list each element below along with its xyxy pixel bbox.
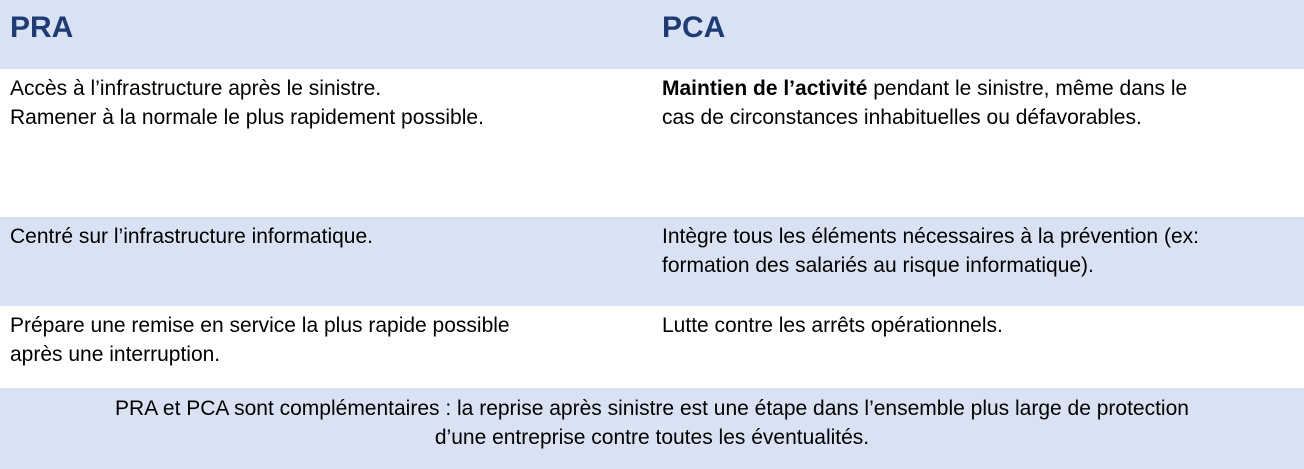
row3-pra-cell [10,311,640,369]
row2-pca-line2: formation des salariés au risque informatique). [662,254,1094,277]
row2-pra-line1: Centré sur l’infrastructure informatique. [10,225,373,248]
row2-pca-line1: Intègre tous les éléments nécessaires à la prévention (ex: [662,225,1199,248]
row1-pca-line1 [662,74,1294,103]
row3-pca-line1: Lutte contre les arrêts opérationnels. [662,314,1003,337]
row1-pra-cell [10,74,640,132]
row1-pca-line2: cas de circonstances inhabituelles ou défavorables. [662,106,1142,129]
row2-pra-cell [10,222,640,251]
header-row [0,0,1304,69]
row1-pca-bold: Maintien de l’activité [662,77,868,100]
row3-pra-line2: après une interruption. [10,343,221,366]
row2-pca-cell [662,222,1294,280]
row1-pra-line2: Ramener à la normale le plus rapidement possible. [10,106,484,129]
row3-pca-cell [662,311,1294,340]
header-pca: PCA [662,11,726,44]
row1-pca-cell [662,74,1294,132]
row1-pca-rest: pendant le sinistre, même dans le [867,77,1188,100]
table-row [0,69,1304,217]
footer-line1: PRA et PCA sont complémentaires : la reprise après sinistre est une étape dans l’ensemble plus large de protection [115,397,1189,420]
footer-note [0,394,1304,452]
footer-line2: d’une entreprise contre toutes les éventualités. [434,426,870,449]
table-row [0,217,1304,306]
table-row [0,306,1304,388]
row3-pra-line1: Prépare une remise en service la plus rapide possible [10,314,510,337]
footer-row [0,388,1304,469]
header-pra: PRA [10,11,74,44]
row1-pra-line1: Accès à l’infrastructure après le sinistre. [10,77,382,100]
